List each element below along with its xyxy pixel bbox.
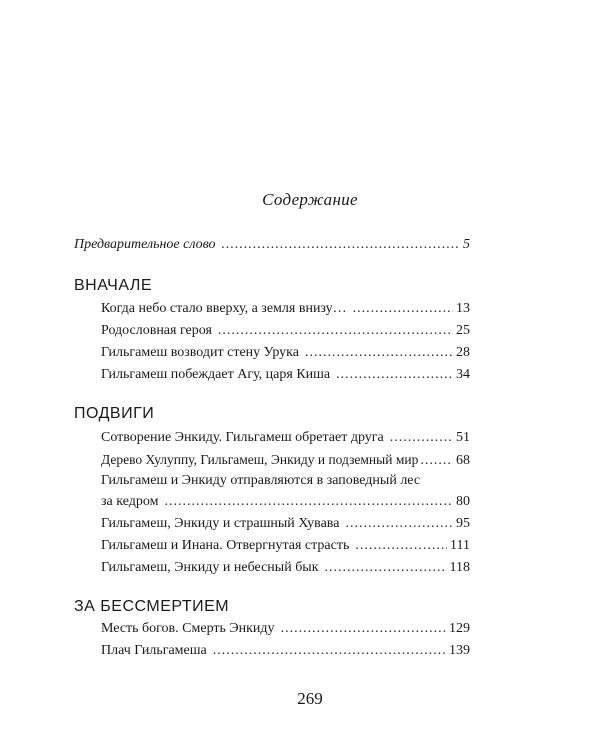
toc-entry (101, 322, 470, 340)
dot-leader (353, 300, 453, 318)
toc-entry-title: Родословная героя (101, 323, 212, 338)
toc-entry (101, 493, 470, 511)
toc-entry-page: 5 (463, 237, 470, 252)
toc-entry-title-line1: Гильгамеш и Энкиду отправляются в заповедный лес (101, 473, 421, 488)
toc-entry-title: Гильгамеш побеждает Агу, царя Киша (101, 367, 331, 382)
toc-entry-title: Гильгамеш возводит стену Урука (101, 345, 299, 360)
toc-entry (101, 559, 470, 577)
page-number: 269 (297, 689, 323, 708)
toc-entry-page: 68 (456, 453, 470, 468)
toc-entry-page: 95 (456, 516, 470, 531)
toc-entry-title: Месть богов. Смерть Энкиду (101, 621, 275, 636)
toc-entry-page: 80 (456, 494, 470, 509)
toc-entry-title: Плач Гильгамеша (101, 643, 207, 658)
toc-entry-page: 51 (456, 430, 470, 445)
toc-entry (101, 429, 470, 447)
toc-entry-title: Гильгамеш и Инана. Отвергнутая страсть (101, 538, 350, 553)
toc-entry-page: 28 (456, 345, 470, 360)
toc-entry-page: 13 (456, 301, 470, 316)
toc-entry-preface (74, 236, 470, 254)
dot-leader (345, 515, 453, 533)
toc-entry-title: Гильгамеш, Энкиду и страшный Хувава (101, 516, 340, 531)
section-heading-podvigi: ПОДВИГИ (74, 405, 155, 422)
toc-entry (101, 537, 470, 555)
toc-entry-title: Сотворение Энкиду. Гильгамеш обретает друга (101, 430, 384, 445)
toc-title: Содержание (262, 190, 358, 209)
dot-leader (281, 620, 446, 638)
dot-leader (336, 366, 453, 384)
dot-leader (164, 493, 453, 511)
dot-leader (325, 559, 447, 577)
toc-entry-title: Когда небо стало вверху, а земля внизу… (101, 301, 347, 316)
toc-entry-page: 111 (450, 538, 470, 553)
dot-leader (305, 344, 453, 362)
toc-entry (101, 366, 470, 384)
toc-entry-page: 118 (449, 560, 470, 575)
dot-leader (355, 537, 447, 555)
toc-entry (101, 515, 470, 533)
section-heading-za-bessmertiem: ЗА БЕССМЕРТИЕМ (74, 598, 230, 615)
section-heading-vnachale: ВНАЧАЛЕ (74, 277, 153, 294)
toc-entry-title: Предварительное слово (74, 237, 216, 252)
toc-entry-title-cont: за кедром (101, 494, 159, 509)
dot-leader (420, 452, 453, 470)
dot-leader (213, 642, 446, 660)
toc-entry (101, 451, 470, 470)
toc-entry (101, 300, 470, 318)
toc-entry-page: 25 (456, 323, 470, 338)
toc-entry-page: 139 (449, 643, 470, 658)
toc-entry (101, 344, 470, 362)
toc-entry-title: Гильгамеш, Энкиду и небесный бык (101, 560, 319, 575)
dot-leader (222, 236, 460, 254)
toc-entry-page: 34 (456, 367, 470, 382)
toc-entry (101, 642, 470, 660)
dot-leader (218, 322, 453, 340)
toc-entry-title: Дерево Хулуппу, Гильгамеш, Энкиду и подземный мир (101, 452, 419, 467)
dot-leader (390, 429, 453, 447)
toc-entry-page: 129 (449, 621, 470, 636)
toc-entry (101, 620, 470, 638)
